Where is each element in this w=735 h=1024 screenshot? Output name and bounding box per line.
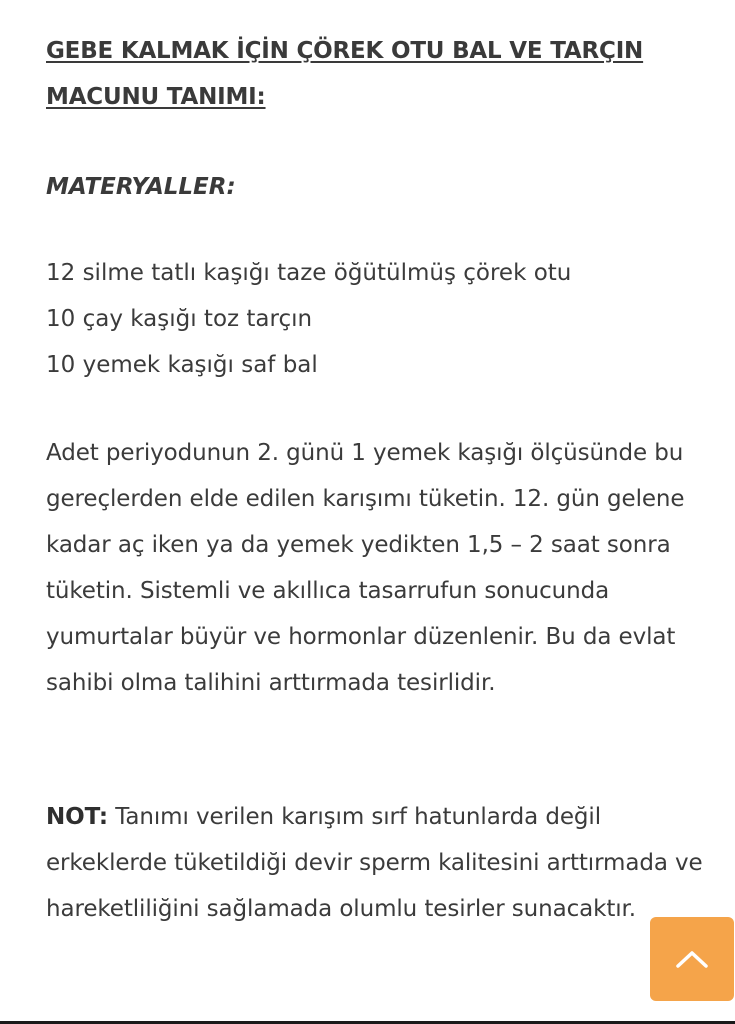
scroll-to-top-button[interactable] xyxy=(650,917,734,1001)
material-item: 10 çay kaşığı toz tarçın xyxy=(46,306,313,332)
chevron-up-icon xyxy=(675,949,709,969)
article-title: GEBE KALMAK İÇİN ÇÖREK OTU BAL VE TARÇIN MACUNU TANIMI: xyxy=(46,38,644,110)
material-item: 12 silme tatlı kaşığı taze öğütülmüş çörek otu xyxy=(46,260,572,286)
materials-list xyxy=(46,250,571,388)
material-item: 10 yemek kaşığı saf bal xyxy=(46,352,318,378)
note-paragraph xyxy=(46,794,721,932)
note-label: NOT: xyxy=(46,804,109,830)
note-text: Tanımı verilen karışım sırf hatunlarda değil erkeklerde tüketildiği devir sperm kalitesini arttırmada ve hareketliliğini sağlamada olumlu tesirler sunacaktır. xyxy=(46,804,703,922)
usage-paragraph: Adet periyodunun 2. günü 1 yemek kaşığı ölçüsünde bu gereçlerden elde edilen karışımı tüketin. 12. gün gelene kadar aç iken ya da yemek yedikten 1,5 – 2 saat sonra tüketin. Sistemli ve akıllıca tasarrufun sonucunda yumurtalar büyür ve hormonlar düzenlenir. Bu da evlat sahibi olma talihini arttırmada tesirlidir. xyxy=(46,440,685,696)
materials-heading: MATERYALLER: xyxy=(46,174,236,200)
